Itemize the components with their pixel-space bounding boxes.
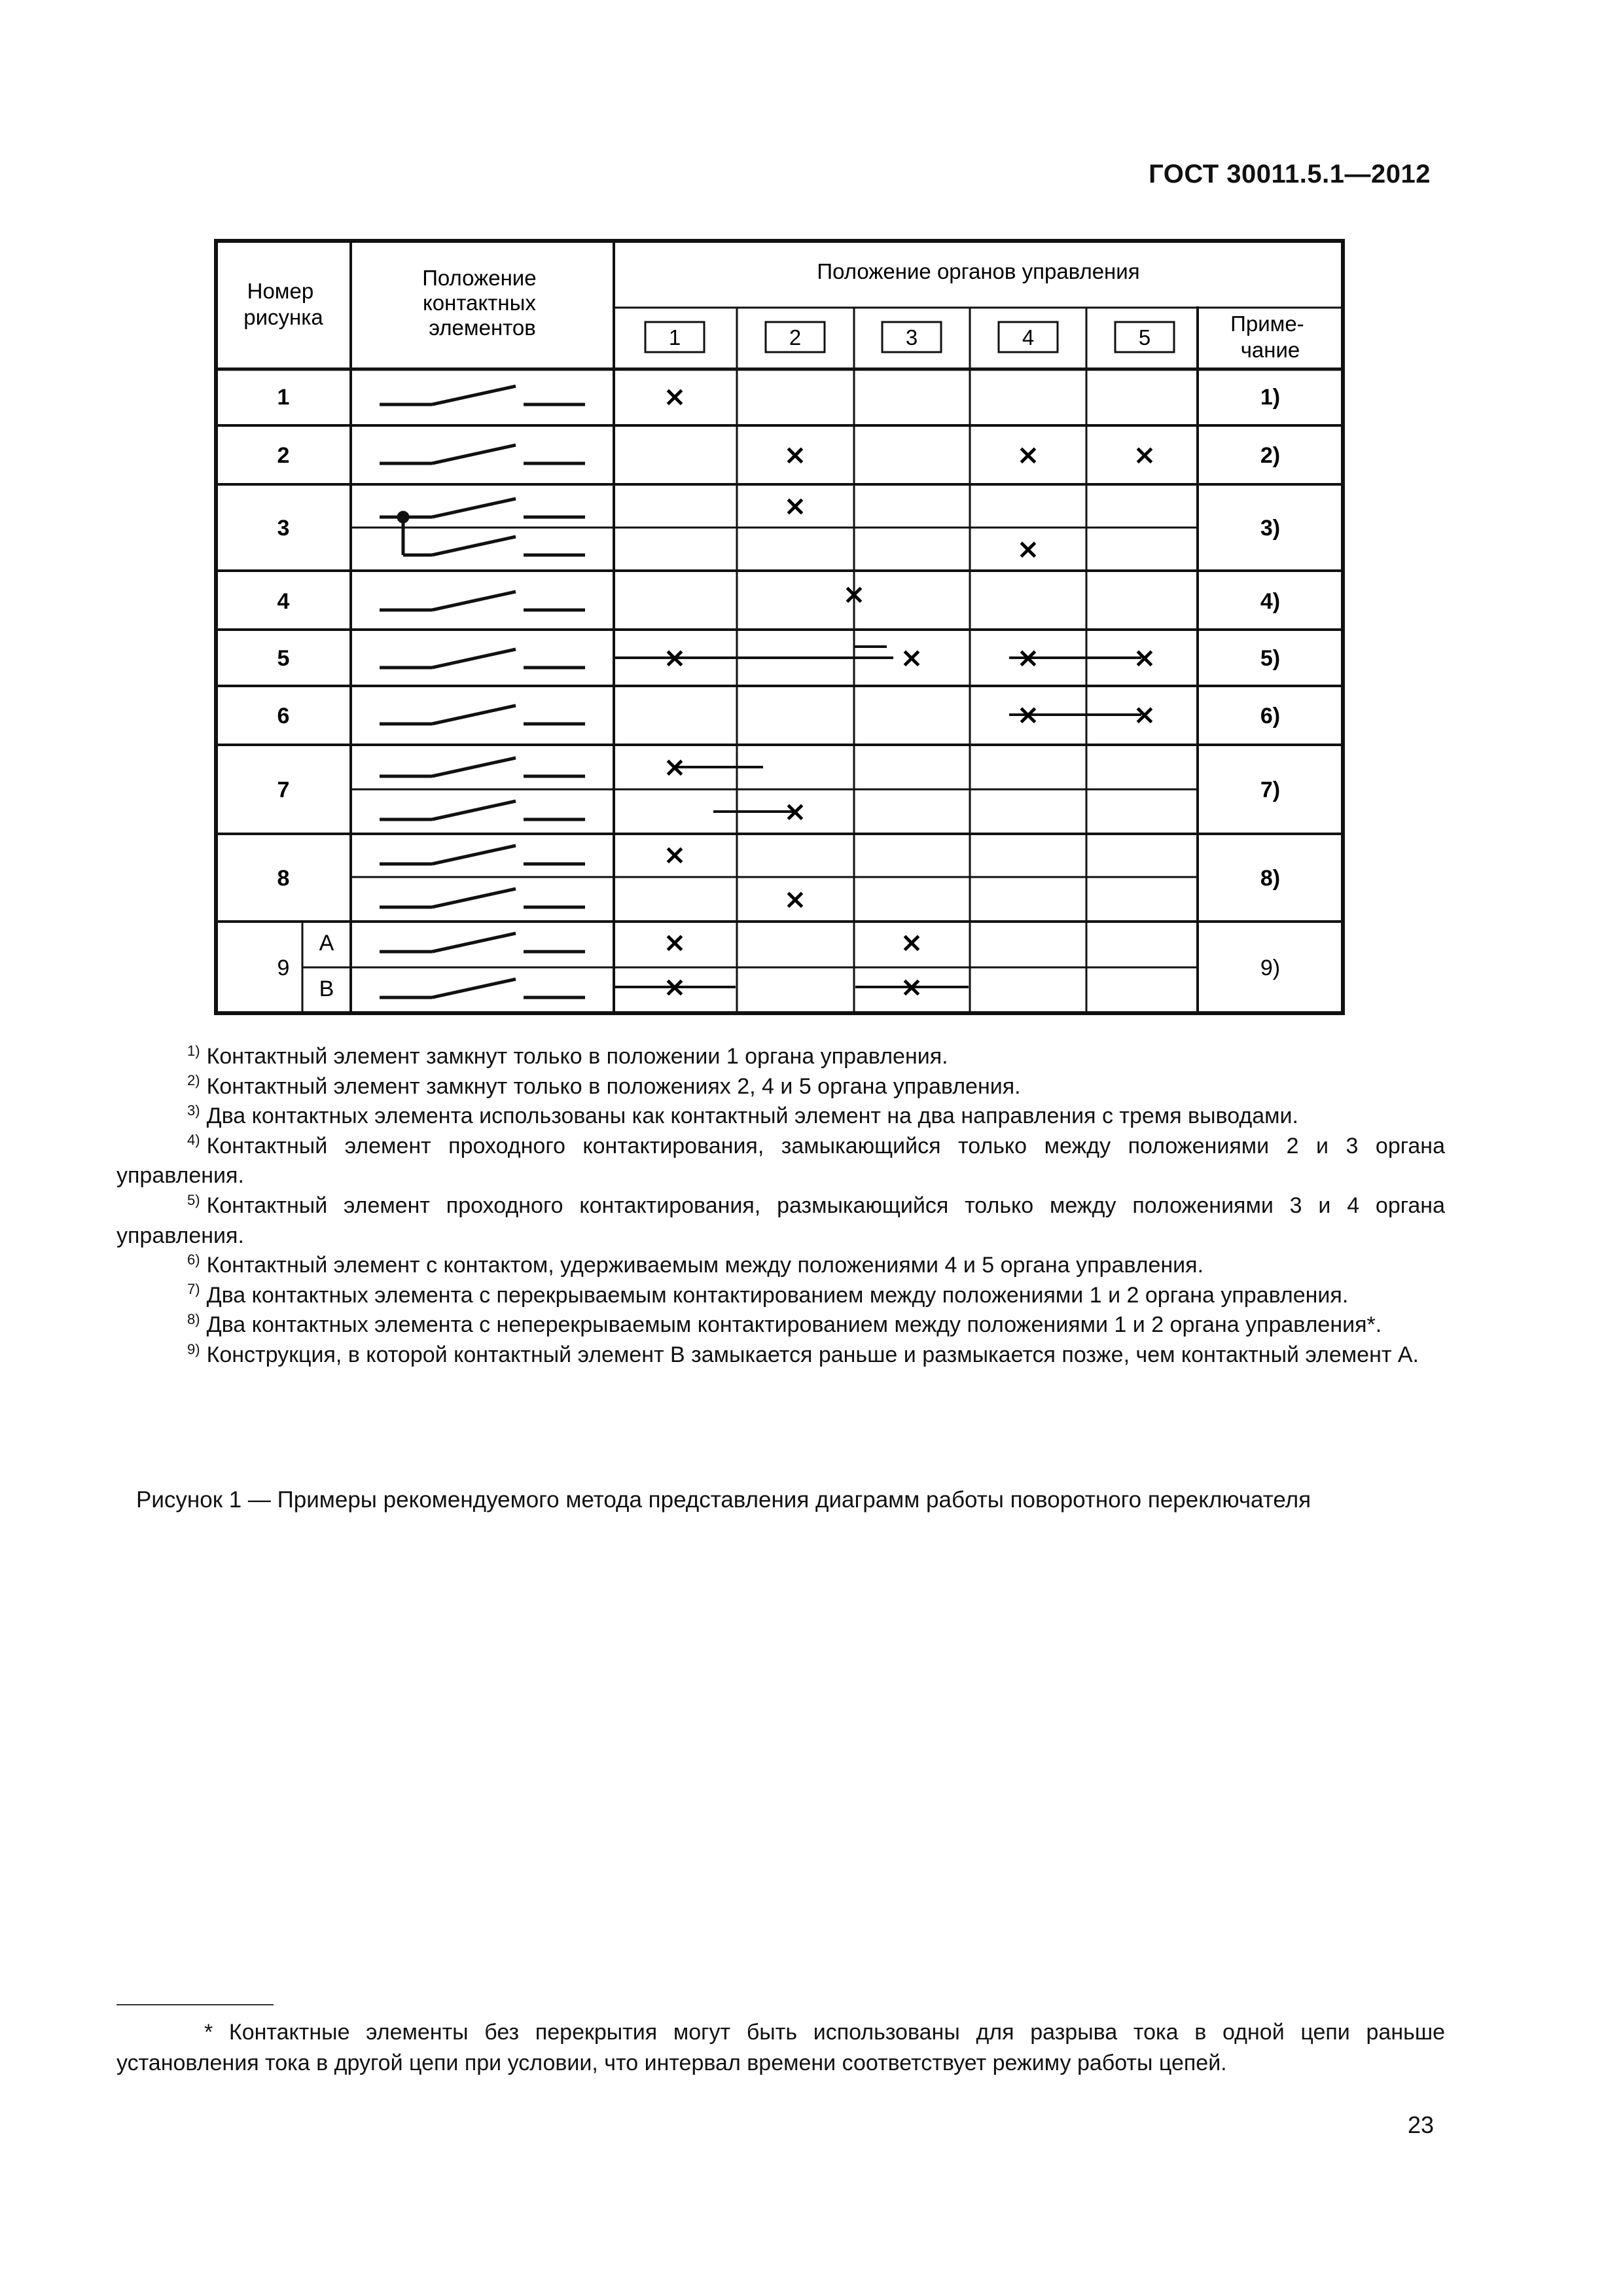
header-contact-position-line: элементов	[429, 315, 536, 340]
closed-mark: ×	[783, 490, 807, 522]
note-item-text: Контактный элемент с контактом, удерживаемым между положениями 4 и 5 органа управления.	[206, 1253, 1204, 1278]
header-note	[1230, 312, 1310, 362]
header-control-positions: Положение органов управления	[817, 259, 1140, 283]
note-ref: 2)	[1260, 443, 1281, 468]
note-item-ref: 5)	[187, 1191, 200, 1208]
sub-row-label-a: A	[319, 931, 334, 956]
header-figure-number-line: Номер	[247, 279, 314, 303]
closed-mark: ×	[1133, 698, 1156, 730]
closed-mark: ×	[663, 751, 687, 783]
footnote-divider	[116, 2004, 274, 2005]
note-item	[116, 1251, 1445, 1281]
closed-mark: ×	[663, 971, 687, 1003]
note-item	[116, 1132, 1445, 1191]
header-contact-position-line: контактных	[422, 291, 536, 315]
note-item-ref: 2)	[187, 1072, 200, 1089]
note-item-text: Контактный элемент проходного контактирования, размыкающийся только между положениями 3 и 4 органа управления.	[116, 1193, 1445, 1248]
row-number: 4	[277, 589, 290, 614]
closed-mark: ×	[783, 883, 807, 915]
sub-row-label-b: B	[319, 977, 334, 1001]
row-number: 9	[277, 956, 290, 980]
note-ref: 8)	[1260, 866, 1281, 891]
position-label: 4	[1022, 325, 1035, 350]
contact-symbol	[380, 979, 585, 997]
closed-mark: ×	[1016, 698, 1040, 730]
document-id: ГОСТ 30011.5.1—2012	[1149, 160, 1431, 188]
row-number: 7	[277, 778, 290, 802]
closed-mark: ×	[783, 439, 807, 471]
header-note-line: чание	[1240, 338, 1300, 362]
header-figure-number	[243, 279, 323, 329]
note-item-ref: 1)	[187, 1042, 200, 1059]
closed-mark: ×	[842, 578, 866, 610]
contact-symbol	[380, 706, 585, 724]
note-item-ref: 4)	[187, 1132, 200, 1149]
position-label: 5	[1138, 325, 1151, 350]
row-number: 8	[277, 866, 290, 891]
header-contact-position-line: Положение	[422, 266, 537, 290]
header-contact-position	[422, 266, 543, 340]
note-item-text: Два контактных элемента использованы как контактный элемент на два направления с тремя выводами.	[206, 1103, 1298, 1129]
note-ref: 7)	[1260, 778, 1281, 802]
note-ref: 5)	[1260, 646, 1281, 671]
contact-symbol	[380, 386, 585, 404]
note-item-text: Два контактных элемента с перекрываемым контактированием между положениями 1 и 2 органа управления.	[206, 1282, 1349, 1308]
note-ref: 9)	[1260, 956, 1281, 980]
note-ref: 3)	[1260, 516, 1281, 541]
contact-symbol	[380, 933, 585, 952]
contact-symbol	[380, 758, 585, 776]
note-item-ref: 8)	[187, 1311, 200, 1328]
note-ref: 4)	[1260, 589, 1281, 614]
note-item-ref: 9)	[187, 1340, 200, 1357]
closed-mark: ×	[900, 641, 923, 673]
note-item-ref: 6)	[187, 1251, 200, 1268]
position-label: 3	[905, 325, 918, 350]
closed-mark: ×	[900, 971, 923, 1003]
closed-mark: ×	[1133, 439, 1156, 471]
contact-symbol	[380, 592, 585, 610]
note-item-text: Контактный элемент замкнут только в положении 1 органа управления.	[206, 1044, 948, 1069]
position-label: 2	[789, 325, 802, 350]
note-item-text: Контактный элемент замкнут только в положениях 2, 4 и 5 органа управления.	[206, 1073, 1021, 1099]
closed-mark: ×	[663, 380, 687, 412]
note-item-text: Контактный элемент проходного контактирования, замыкающийся только между положениями 2 и 3 органа управления.	[116, 1133, 1445, 1189]
closed-mark: ×	[663, 926, 687, 958]
note-item	[116, 1340, 1445, 1371]
closed-mark: ×	[1016, 641, 1040, 673]
closed-mark: ×	[783, 795, 807, 827]
row-number: 1	[277, 385, 290, 410]
note-item-ref: 3)	[187, 1102, 200, 1119]
row-number: 5	[277, 646, 290, 671]
row-number: 3	[277, 516, 290, 541]
closed-mark: ×	[1133, 641, 1156, 673]
row-number: 2	[277, 443, 290, 468]
contact-symbol	[380, 445, 585, 463]
figure-caption: Рисунок 1 — Примеры рекомендуемого метода представления диаграмм работы поворотного переключателя	[136, 1487, 1311, 1513]
notes-list	[116, 1042, 1445, 1371]
note-item	[116, 1072, 1445, 1102]
note-item-text: Два контактных элемента с неперекрываемым контактированием между положениями 1 и 2 органа управления*.	[206, 1312, 1382, 1338]
note-item	[116, 1281, 1445, 1311]
header-figure-number-line: рисунка	[243, 305, 323, 329]
note-ref: 1)	[1260, 385, 1281, 410]
position-label: 1	[668, 325, 681, 350]
closed-mark: ×	[900, 926, 923, 958]
note-item	[116, 1191, 1445, 1251]
closed-mark: ×	[1016, 439, 1040, 471]
closed-mark: ×	[1016, 533, 1040, 565]
note-item-text: Конструкция, в которой контактный элемент В замыкается раньше и размыкается позже, чем контактный элемент А.	[206, 1342, 1419, 1367]
note-ref: 6)	[1260, 704, 1281, 728]
note-item	[116, 1102, 1445, 1132]
footnote: * Контактные элементы без перекрытия могут быть использованы для разрыва тока в одной цепи раньше установления тока в другой цепи при условии, что интервал времени соответствует режиму работы цепей.	[116, 2020, 1445, 2075]
note-item	[116, 1042, 1445, 1072]
switch-diagram-table	[0, 0, 1623, 1021]
note-item-ref: 7)	[187, 1281, 200, 1298]
contact-symbol	[380, 889, 585, 907]
contact-symbol	[380, 649, 585, 668]
contact-symbol	[380, 846, 585, 864]
page-number: 23	[1407, 2111, 1434, 2138]
closed-mark: ×	[663, 641, 687, 673]
note-item	[116, 1310, 1445, 1340]
closed-mark: ×	[663, 838, 687, 870]
contact-symbol	[380, 801, 585, 819]
header-note-line: Приме-	[1230, 312, 1304, 336]
row-number: 6	[277, 704, 290, 728]
